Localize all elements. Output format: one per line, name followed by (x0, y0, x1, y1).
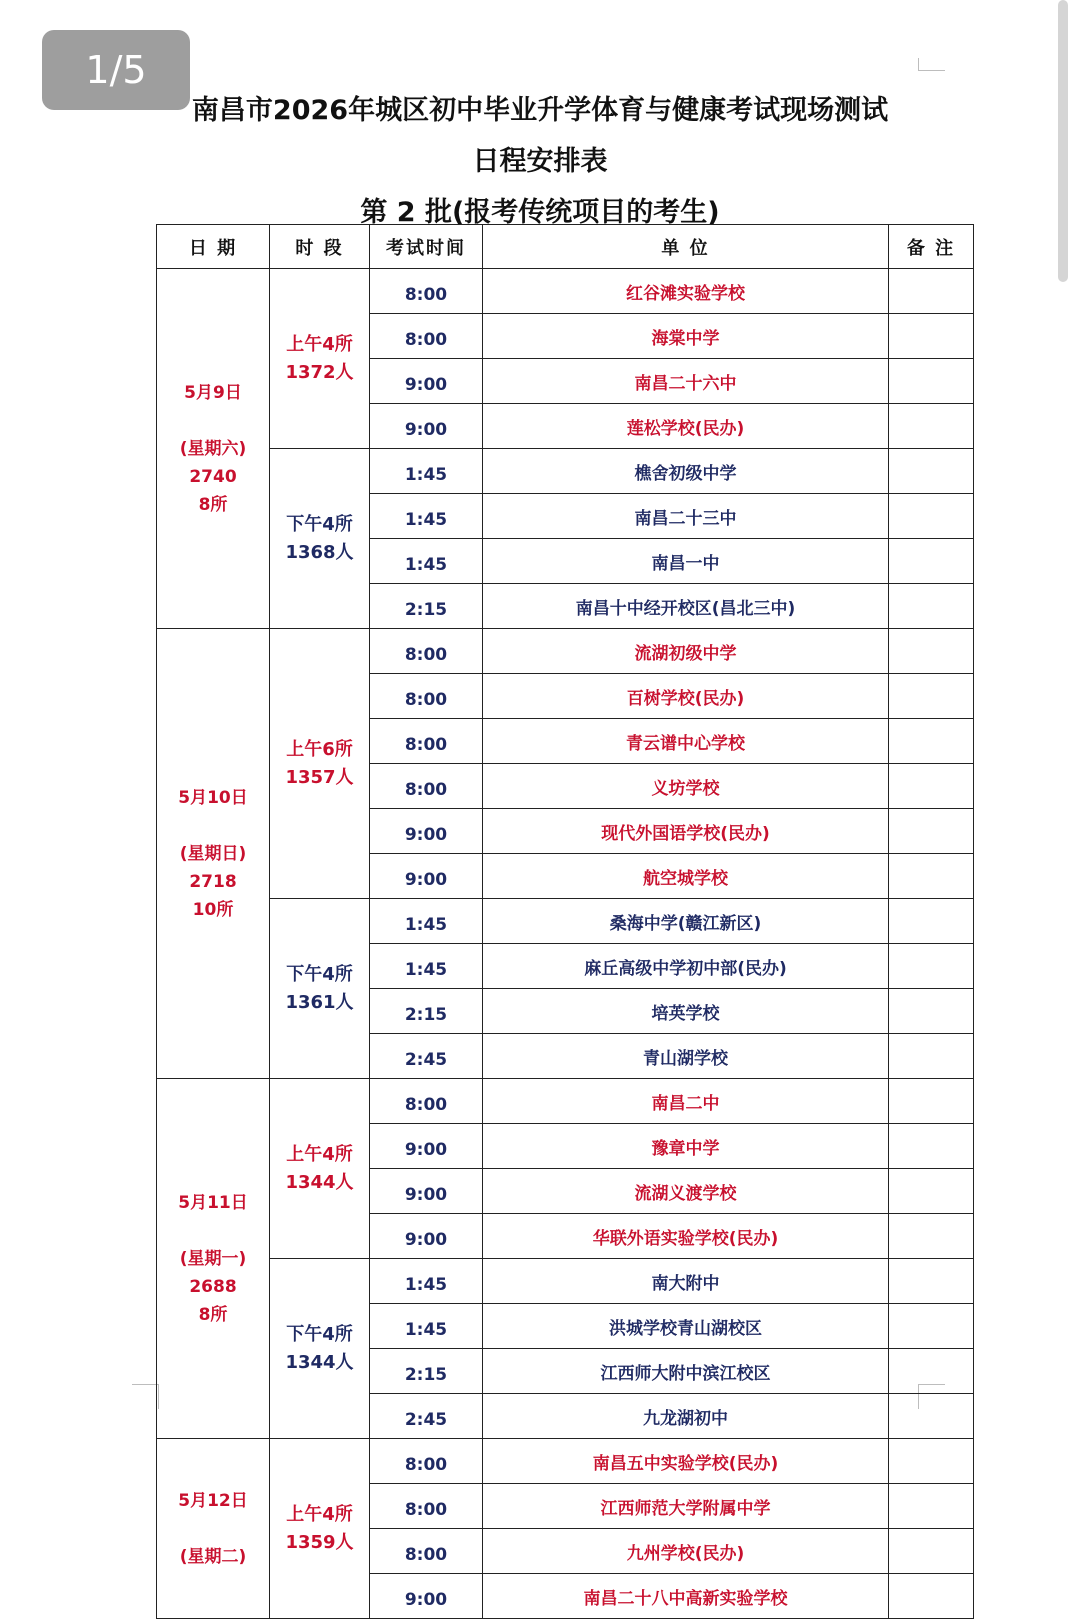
exam-time-cell: 2:15 (370, 1349, 483, 1394)
document-subtitle: 日程安排表 (472, 146, 608, 177)
day-weekday: (星期六) (179, 438, 247, 459)
school-cell: 现代外国语学校(民办) (483, 809, 889, 854)
exam-time-cell: 9:00 (370, 809, 483, 854)
exam-time-cell: 9:00 (370, 1214, 483, 1259)
remark-cell (889, 764, 974, 809)
table-row (157, 269, 974, 314)
remark-cell (889, 989, 974, 1034)
exam-time-cell: 9:00 (370, 404, 483, 449)
remark-cell (889, 1304, 974, 1349)
exam-time-cell: 1:45 (370, 494, 483, 539)
period-name: 上午4所 (286, 1503, 353, 1525)
day-date: 5月11日 (178, 1192, 248, 1213)
school-cell: 青山湖学校 (483, 1034, 889, 1079)
school-cell: 九龙湖初中 (483, 1394, 889, 1439)
day-cell (157, 1439, 270, 1619)
day-schools: 10所 (192, 899, 234, 920)
remark-cell (889, 1259, 974, 1304)
header-row (157, 225, 974, 269)
exam-time-cell: 9:00 (370, 854, 483, 899)
remark-cell (889, 494, 974, 539)
day-cell (157, 269, 270, 629)
page-corner-mark (918, 58, 945, 71)
school-cell: 百树学校(民办) (483, 674, 889, 719)
period-cell (270, 269, 370, 449)
table-row (157, 1439, 974, 1484)
period-people: 1361人 (285, 991, 354, 1013)
exam-time-cell: 2:45 (370, 1034, 483, 1079)
table-row (157, 899, 974, 944)
remark-cell (889, 1214, 974, 1259)
school-cell: 航空城学校 (483, 854, 889, 899)
school-cell: 培英学校 (483, 989, 889, 1034)
school-cell: 江西师范大学附属中学 (483, 1484, 889, 1529)
exam-time-cell: 9:00 (370, 1124, 483, 1169)
exam-time-cell: 2:15 (370, 989, 483, 1034)
header-date: 日 期 (157, 225, 270, 269)
day-schools: 8所 (198, 1304, 228, 1325)
header-time: 考试时间 (370, 225, 483, 269)
remark-cell (889, 539, 974, 584)
remark-cell (889, 1034, 974, 1079)
remark-cell (889, 1169, 974, 1214)
exam-time-cell: 1:45 (370, 1304, 483, 1349)
header-remark: 备 注 (889, 225, 974, 269)
school-cell: 流湖初级中学 (483, 629, 889, 674)
page-indicator: 1/5 (42, 30, 190, 110)
exam-time-cell: 8:00 (370, 314, 483, 359)
day-date: 5月10日 (178, 787, 248, 808)
period-cell (270, 629, 370, 899)
page-corner-mark (132, 1384, 159, 1409)
remark-cell (889, 1439, 974, 1484)
remark-cell (889, 359, 974, 404)
period-cell (270, 1259, 370, 1439)
school-cell: 樵舍初级中学 (483, 449, 889, 494)
remark-cell (889, 584, 974, 629)
day-weekday: (星期二) (179, 1546, 247, 1567)
day-schools: 8所 (198, 494, 228, 515)
remark-cell (889, 1529, 974, 1574)
exam-time-cell: 1:45 (370, 1259, 483, 1304)
school-cell: 南昌一中 (483, 539, 889, 584)
remark-cell (889, 1574, 974, 1619)
remark-cell (889, 629, 974, 674)
school-cell: 南昌二十六中 (483, 359, 889, 404)
schedule-table (156, 224, 974, 1619)
school-cell: 青云谱中心学校 (483, 719, 889, 764)
remark-cell (889, 404, 974, 449)
exam-time-cell: 1:45 (370, 449, 483, 494)
period-people: 1357人 (285, 766, 354, 788)
day-count: 2718 (189, 871, 237, 892)
period-people: 1344人 (285, 1351, 354, 1373)
school-cell: 海棠中学 (483, 314, 889, 359)
school-cell: 九州学校(民办) (483, 1529, 889, 1574)
period-name: 上午4所 (286, 1143, 353, 1165)
remark-cell (889, 1349, 974, 1394)
school-cell: 红谷滩实验学校 (483, 269, 889, 314)
remark-cell (889, 719, 974, 764)
remark-cell (889, 1079, 974, 1124)
exam-time-cell: 9:00 (370, 1169, 483, 1214)
header-unit: 单 位 (483, 225, 889, 269)
period-name: 下午4所 (286, 1323, 353, 1345)
school-cell: 南昌十中经开校区(昌北三中) (483, 584, 889, 629)
school-cell: 南昌二十八中高新实验学校 (483, 1574, 889, 1619)
school-cell: 南昌二中 (483, 1079, 889, 1124)
school-cell: 桑海中学(赣江新区) (483, 899, 889, 944)
school-cell: 江西师大附中滨江校区 (483, 1349, 889, 1394)
exam-time-cell: 1:45 (370, 899, 483, 944)
period-name: 上午6所 (286, 738, 353, 760)
school-cell: 洪城学校青山湖校区 (483, 1304, 889, 1349)
remark-cell (889, 674, 974, 719)
exam-time-cell: 8:00 (370, 1439, 483, 1484)
remark-cell (889, 899, 974, 944)
period-cell (270, 1079, 370, 1259)
day-count: 2688 (189, 1276, 237, 1297)
exam-time-cell: 2:15 (370, 584, 483, 629)
period-name: 下午4所 (286, 963, 353, 985)
exam-time-cell: 8:00 (370, 1529, 483, 1574)
exam-time-cell: 9:00 (370, 1574, 483, 1619)
period-cell (270, 449, 370, 629)
table-row (157, 1259, 974, 1304)
day-count: 2740 (189, 466, 237, 487)
exam-time-cell: 8:00 (370, 674, 483, 719)
exam-time-cell: 8:00 (370, 764, 483, 809)
remark-cell (889, 1124, 974, 1169)
day-weekday: (星期一) (179, 1248, 247, 1269)
day-cell (157, 1079, 270, 1439)
school-cell: 麻丘高级中学初中部(民办) (483, 944, 889, 989)
exam-time-cell: 8:00 (370, 719, 483, 764)
exam-time-cell: 8:00 (370, 1484, 483, 1529)
exam-time-cell: 8:00 (370, 1079, 483, 1124)
school-cell: 南昌二十三中 (483, 494, 889, 539)
remark-cell (889, 269, 974, 314)
remark-cell (889, 314, 974, 359)
day-date: 5月12日 (178, 1490, 248, 1511)
remark-cell (889, 809, 974, 854)
document-title: 南昌市2026年城区初中毕业升学体育与健康考试现场测试 (191, 95, 889, 126)
table-row (157, 449, 974, 494)
remark-cell (889, 1484, 974, 1529)
period-people: 1372人 (285, 361, 354, 383)
school-cell: 南昌五中实验学校(民办) (483, 1439, 889, 1484)
exam-time-cell: 8:00 (370, 269, 483, 314)
period-people: 1344人 (285, 1171, 354, 1193)
school-cell: 义坊学校 (483, 764, 889, 809)
schedule-body (157, 269, 974, 1619)
remark-cell (889, 1394, 974, 1439)
period-cell (270, 899, 370, 1079)
exam-time-cell: 1:45 (370, 944, 483, 989)
period-name: 上午4所 (286, 333, 353, 355)
remark-cell (889, 854, 974, 899)
day-weekday: (星期日) (179, 843, 247, 864)
school-cell: 南大附中 (483, 1259, 889, 1304)
batch-title: 第 2 批(报考传统项目的考生) (360, 197, 720, 228)
school-cell: 华联外语实验学校(民办) (483, 1214, 889, 1259)
day-date: 5月9日 (184, 382, 242, 403)
exam-time-cell: 2:45 (370, 1394, 483, 1439)
school-cell: 莲松学校(民办) (483, 404, 889, 449)
remark-cell (889, 944, 974, 989)
period-people: 1368人 (285, 541, 354, 563)
table-row (157, 1079, 974, 1124)
exam-time-cell: 1:45 (370, 539, 483, 584)
school-cell: 豫章中学 (483, 1124, 889, 1169)
remark-cell (889, 449, 974, 494)
header-period: 时 段 (270, 225, 370, 269)
period-cell (270, 1439, 370, 1619)
period-name: 下午4所 (286, 513, 353, 535)
period-people: 1359人 (285, 1531, 354, 1553)
exam-time-cell: 8:00 (370, 629, 483, 674)
day-cell (157, 629, 270, 1079)
school-cell: 流湖义渡学校 (483, 1169, 889, 1214)
exam-time-cell: 9:00 (370, 359, 483, 404)
table-row (157, 629, 974, 674)
